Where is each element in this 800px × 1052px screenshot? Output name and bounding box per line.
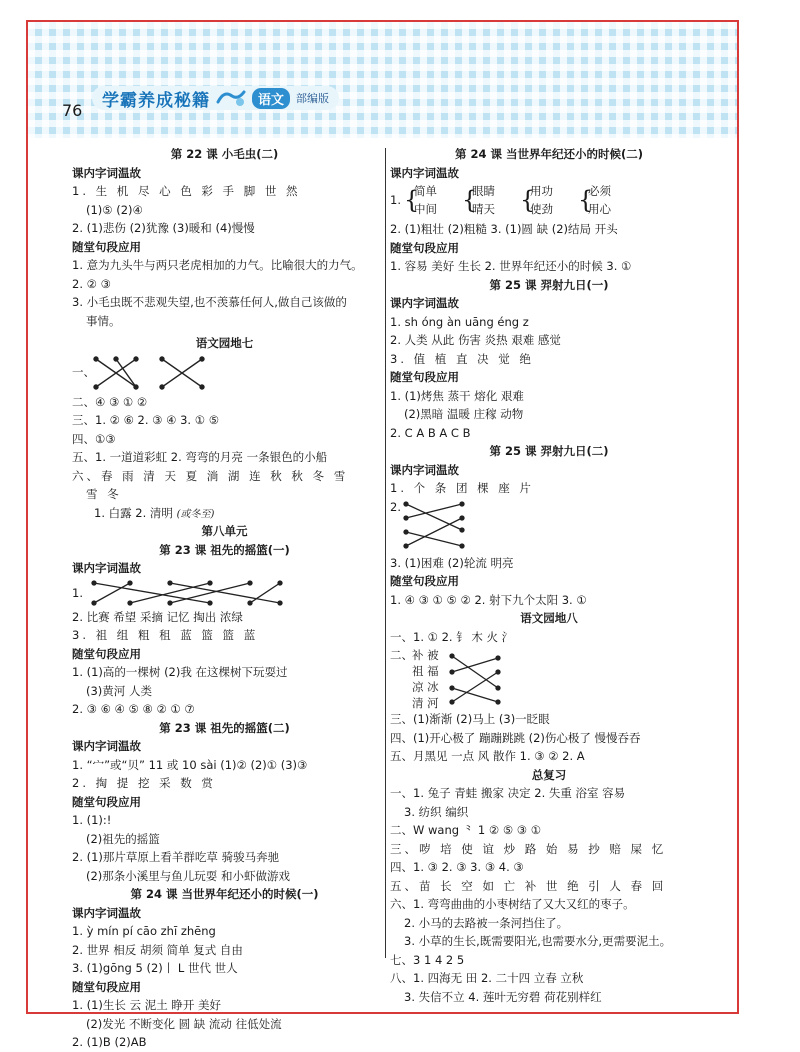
- answer-label: 1.: [390, 193, 401, 207]
- answer-line: 雪 冬: [86, 487, 122, 501]
- answer-line: 3. 小草的生长,既需要阳光,也需要水分,更需要泥土。: [404, 934, 672, 948]
- lesson-title: 第 25 课 羿射九日(二): [489, 444, 609, 458]
- brand-badge: [92, 86, 339, 110]
- matching-diagram: [72, 353, 377, 393]
- answer-line: 五、月黑见 一点 风 散作 1. ③ ② 2. A: [390, 749, 585, 763]
- answer-line: 1. sh óng àn uāng éng z: [390, 314, 529, 329]
- brace-icon: {: [578, 186, 594, 214]
- answer-line: 2. ③ ⑥ ④ ⑤ ⑧ ② ① ⑦: [72, 702, 195, 716]
- section-heading: 课内字词温故: [72, 561, 141, 575]
- answer-line: 1. (1)烤焦 蒸干 熔化 艰难: [390, 388, 524, 403]
- pair-bottom: 用心: [588, 202, 611, 216]
- pair-top: 必须: [588, 184, 611, 198]
- answer-line: 五、苗 长 空 如 亡 补 世 绝 引 人 春 回: [390, 878, 667, 893]
- answer-line: 二、④ ③ ① ②: [72, 394, 148, 409]
- page-number: 76: [62, 101, 83, 120]
- answer-label: 1.: [72, 585, 83, 600]
- answer-line: (1)⑤ (2)④: [86, 202, 143, 217]
- section-heading: 随堂句段应用: [390, 240, 459, 255]
- pair-bottom: 晴天: [472, 202, 495, 216]
- section-heading: 随堂句段应用: [72, 646, 141, 661]
- section-heading: 课内字词温故: [72, 739, 141, 753]
- answer-line: 2. (1)悲伤 (2)犹豫 (3)暖和 (4)慢慢: [72, 221, 255, 235]
- answer-line: 四、①③: [72, 431, 116, 446]
- answer-line: 2. 比赛 希望 采摘 记忆 掏出 浓绿: [72, 609, 243, 624]
- answer-line: 2. (1)粗壮 (2)粗糙 3. (1)圆 缺 (2)结局 开头: [390, 222, 618, 236]
- section-heading: 随堂句段应用: [72, 794, 141, 809]
- wave-icon: [216, 88, 246, 108]
- answer-line: (3)黄河 人类: [86, 683, 152, 698]
- answer-line: 一、1. 兔子 青蛙 搬家 决定 2. 失重 浴室 容易: [390, 786, 626, 800]
- answer-line: 3. (1)gōng 5 (2)丨 L 世代 世人: [72, 961, 238, 975]
- section-heading: 课内字词温故: [390, 165, 459, 180]
- answer-line: 2. C A B A C B: [390, 425, 471, 440]
- answer-line: (2)发光 不断变化 圆 缺 流动 往低处流: [86, 1016, 282, 1031]
- section-title: 总复习: [531, 767, 567, 782]
- answer-line: [72, 504, 377, 523]
- brace-icon: {: [520, 186, 536, 214]
- section-heading: 课内字词温故: [72, 165, 141, 180]
- section-heading: 随堂句段应用: [72, 979, 141, 994]
- answer-line: 四、(1)开心极了 蹦蹦跳跳 (2)伤心极了 慢慢吞吞: [390, 730, 641, 745]
- answer-line: 三、1. ② ⑥ 2. ③ ④ 3. ① ⑤: [72, 413, 220, 427]
- answer-line: 1. ỳ mín pí cāo zhī zhēng: [72, 924, 216, 938]
- matching-diagram: [390, 646, 708, 710]
- pair-bottom: 中间: [414, 202, 437, 216]
- matching-lines: [90, 579, 290, 607]
- pair-bottom: 使劲: [530, 202, 553, 216]
- brand-title: 学霸养成秘籍: [102, 90, 210, 111]
- answer-line: 3. 纺织 编织: [404, 804, 469, 819]
- matching-lines: [448, 650, 504, 708]
- answer-line: 1. (1)高的一棵树 (2)我 在这棵树下玩耍过: [72, 665, 288, 679]
- answer-line: 3. 祖 组 粗 租 蓝 篮 篮 蓝: [72, 628, 259, 642]
- lesson-title: 第 22 课 小毛虫(二): [170, 147, 279, 161]
- answer-line: 3. 值 植 直 决 觉 绝: [390, 351, 534, 366]
- subject-badge: 语文: [252, 88, 290, 109]
- answer-line: 一、1. ① 2. 钅 木 火 氵: [390, 629, 514, 644]
- section-heading: 随堂句段应用: [390, 574, 459, 588]
- answer-text: 1. 白露 2. 清明: [94, 505, 173, 520]
- edition-label: 部编版: [296, 92, 330, 105]
- answer-line: 四、1. ③ 2. ③ 3. ③ 4. ③: [390, 860, 524, 874]
- char-pair: 补 被: [412, 648, 439, 662]
- word-pairs: [390, 182, 708, 220]
- lesson-title: 第 23 课 祖先的摇篮(二): [159, 720, 290, 735]
- section-heading: 课内字词温故: [72, 905, 141, 920]
- answer-line: 1. 个 条 团 棵 座 片: [390, 481, 534, 495]
- lesson-title: 第 25 课 羿射九日(一): [489, 277, 609, 292]
- answer-line: 三、(1)渐渐 (2)马上 (3)一眨眼: [390, 712, 550, 726]
- brace-icon: {: [462, 186, 478, 214]
- section-heading: 随堂句段应用: [390, 370, 459, 384]
- answer-line: 1. 容易 美好 生长 2. 世界年纪还小的时候 3. ①: [390, 259, 632, 273]
- answer-line: 3. 小毛虫既不悲观失望,也不羡慕任何人,做自己该做的: [72, 295, 347, 309]
- answer-line: 1. 意为九头牛与两只老虎相加的力气。比喻很大的力气。: [72, 258, 363, 272]
- answer-line: 2. (1)B (2)AB: [72, 1035, 147, 1049]
- answer-line: 事情。: [86, 313, 121, 328]
- answer-line: 2. ② ③: [72, 276, 111, 291]
- section-title: 语文园地八: [520, 611, 578, 625]
- matching-lines: [402, 500, 472, 552]
- answer-line: 1. 生 机 尽 心 色 彩 手 脚 世 然: [72, 184, 301, 198]
- answer-line: 2. 人类 从此 伤害 炎热 艰难 感觉: [390, 333, 561, 347]
- matching-lines: [92, 355, 212, 391]
- answer-label: 一、: [72, 364, 95, 379]
- answer-line: 1. “宀”或“贝” 11 或 10 sài (1)② (2)① (3)③: [72, 757, 308, 772]
- left-column: [72, 145, 377, 1052]
- answer-line: 八、1. 四海无 田 2. 二十四 立春 立秋: [390, 971, 584, 985]
- answer-line: 六、1. 弯弯曲曲的小枣树结了又大又红的枣子。: [390, 897, 635, 911]
- column-divider: [385, 148, 386, 958]
- matching-diagram: [72, 578, 377, 608]
- answer-line: 1. ④ ③ ① ⑤ ② 2. 射下九个太阳 3. ①: [390, 592, 587, 607]
- lesson-title: 第 24 课 当世界年纪还小的时候(二): [454, 147, 644, 161]
- char-pair: 清 河: [412, 696, 439, 710]
- answer-line: 1. (1)生长 云 泥土 睁开 美好: [72, 998, 222, 1012]
- answer-line: 3. (1)困难 (2)轮流 明亮: [390, 555, 514, 570]
- pair-top: 简单: [414, 184, 437, 198]
- brace-icon: {: [404, 186, 420, 214]
- answer-line: 七、3 1 4 2 5: [390, 952, 465, 967]
- answer-line: 二、W wang ⺀ 1 ② ⑤ ③ ①: [390, 823, 542, 837]
- lesson-title: 第 23 课 祖先的摇篮(一): [159, 542, 290, 557]
- answer-line: 五、1. 一道道彩虹 2. 弯弯的月亮 一条银色的小船: [72, 450, 328, 464]
- answer-note: (或冬至): [176, 508, 215, 520]
- answer-line: (2)祖先的摇篮: [86, 831, 160, 846]
- char-pair: 祖 福: [412, 664, 439, 678]
- lesson-title: 第 24 课 当世界年纪还小的时候(一): [130, 887, 319, 901]
- answer-line: 六、春 雨 清 天 夏 淌 湖 连 秋 秋 冬 雪: [72, 468, 349, 483]
- section-heading: 随堂句段应用: [72, 239, 141, 254]
- char-pair: 凉 冰: [412, 680, 439, 694]
- section-heading: 课内字词温故: [390, 296, 459, 310]
- answer-line: (2)那条小溪里与鱼儿玩耍 和小虾做游戏: [86, 868, 290, 883]
- answer-line: 1. (1):!: [72, 813, 112, 827]
- answer-line: 2. 世界 相反 胡须 简单 复式 自由: [72, 942, 243, 957]
- section-title: 语文园地七: [195, 336, 254, 350]
- pair-top: 用功: [530, 184, 553, 198]
- answer-line: 3. 失信不立 4. 莲叶无穷碧 荷花别样红: [404, 989, 602, 1004]
- unit-title: 第八单元: [201, 524, 248, 538]
- answer-label: 二、: [390, 648, 413, 662]
- answer-label: 2.: [390, 499, 401, 514]
- answer-line: 2. 掏 提 挖 采 数 赏: [72, 776, 216, 790]
- right-column: [390, 145, 708, 1006]
- answer-line: 三、哕 培 使 谊 炒 路 始 易 抄 赔 屎 忆: [390, 841, 667, 856]
- section-heading: 课内字词温故: [390, 462, 459, 477]
- answer-line: (2)黑暗 温暖 庄稼 动物: [404, 407, 524, 421]
- pair-top: 眼睛: [472, 184, 495, 198]
- answer-line: 2. 小马的去路被一条河挡住了。: [404, 915, 569, 930]
- matching-diagram: [390, 498, 708, 554]
- answer-line: 2. (1)那片草原上看羊群吃草 骑骏马奔驰: [72, 850, 280, 864]
